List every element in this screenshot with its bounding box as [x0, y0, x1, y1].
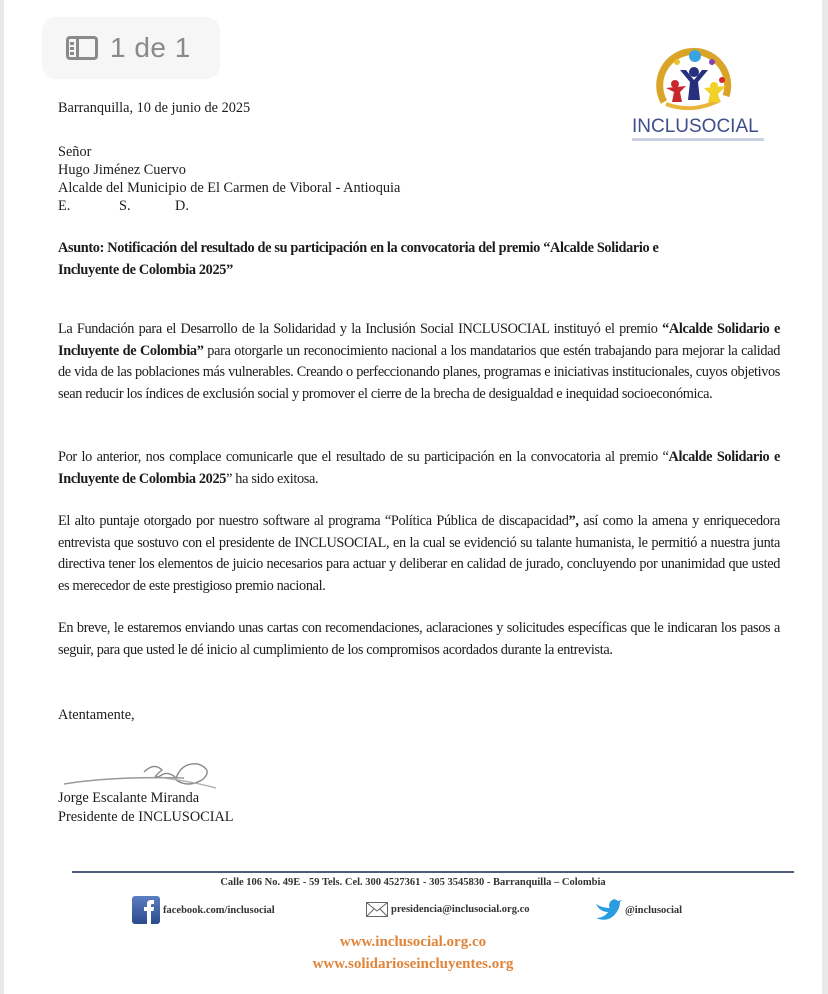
paragraph-1-rest: para otorgarle un reconocimiento nacional a los mandatarios que estén trabajando para mejorar la calidad de vida de las poblaciones más vulnerables. Creando o perfeccionando planes, programas e iniciativas institucionales, cuyos objetivos sean reducir los índices de exclusión social y promover el cierre de la brecha de desigualdad e inequidad socioeconómica.	[58, 342, 780, 402]
website-solidarios[interactable]: www.solidarioseincluyentes.org	[312, 956, 514, 972]
footer-divider	[72, 871, 794, 873]
paragraph-3	[58, 511, 780, 597]
twitter-handle[interactable]: @inclusocial	[625, 904, 683, 916]
paragraph-3-lead: El alto puntaje otorgado por nuestro software al programa “Política Pública de discapacidad	[58, 513, 569, 529]
subject-line	[58, 238, 780, 281]
footer-twitter[interactable]	[594, 898, 682, 922]
footer-email[interactable]	[366, 902, 529, 917]
inclusocial-logo	[622, 40, 772, 148]
recipient-name: Hugo Jiménez Cuervo	[58, 162, 186, 178]
sidebar-icon	[66, 36, 98, 60]
paragraph-4: En breve, le estaremos enviando unas cartas con recomendaciones, aclaraciones y solicitudes específicas que le indicaran los pasos a seguir, para que usted le dé inicio al cumplimiento de los compromisos acordados durante la entrevista.	[58, 620, 780, 658]
paragraph-3-bold: ”,	[568, 513, 579, 529]
recipient-esd	[58, 197, 189, 215]
closing: Atentamente,	[58, 707, 135, 723]
paragraph-1-award-name: “Alcalde Solidario e Incluyente de Colombia”	[58, 321, 780, 359]
logo-emblem-icon	[622, 40, 772, 118]
subject-line-2: Incluyente de Colombia 2025”	[58, 261, 233, 278]
esd-e: E.	[58, 198, 71, 214]
email-link[interactable]: presidencia@inclusocial.org.co	[391, 904, 530, 915]
recipient-salutation: Señor	[58, 144, 92, 160]
logo-tagline	[632, 138, 764, 141]
signer-name: Jorge Escalante Miranda	[58, 790, 200, 806]
esd-s: S.	[119, 198, 131, 214]
paragraph-1-lead: La Fundación para el Desarrollo de la Solidaridad y la Inclusión Social INCLUSOCIAL instituyó el premio	[58, 321, 658, 337]
signer-title: Presidente de INCLUSOCIAL	[58, 809, 234, 825]
envelope-icon	[366, 902, 388, 917]
paragraph-2-award-name: Alcalde Solidario e Incluyente de Colombia 2025	[58, 449, 780, 487]
document-page	[4, 0, 822, 994]
logo-name: INCLUSOCIAL	[632, 116, 759, 137]
page-counter-label: 1 de 1	[110, 32, 191, 63]
paragraph-3-rest: así como la amena y enriquecedora entrevista que sostuvo con el presidente de INCLUSOCIAL, en la cual se evidenció su talante humanista, le permitió a nuestra junta directiva tener los elementos de juicio necesarios para actuar y deliberar en calidad de jurado, concluyendo por unanimidad que usted es merecedor de este prestigioso premio nacional.	[58, 513, 780, 594]
footer-facebook[interactable]	[132, 896, 275, 924]
page-counter-badge[interactable]	[42, 17, 220, 79]
paragraph-1	[58, 319, 780, 405]
paragraph-2-lead: Por lo anterior, nos complace comunicarle que el resultado de su participación en la convocatoria al premio “	[58, 449, 669, 465]
subject-line-1: Asunto: Notificación del resultado de su participación en la convocatoria del premio “Alcalde Solidario e	[58, 240, 659, 256]
place-date: Barranquilla, 10 de junio de 2025	[58, 100, 251, 116]
esd-d: D.	[175, 198, 189, 214]
facebook-icon	[132, 896, 160, 924]
paragraph-2-rest: ” ha sido exitosa.	[226, 470, 319, 487]
recipient-title: Alcalde del Municipio de El Carmen de Viboral - Antioquia	[58, 180, 401, 196]
facebook-link[interactable]: facebook.com/inclusocial	[163, 904, 275, 916]
paragraph-2	[58, 447, 780, 490]
website-inclusocial[interactable]: www.inclusocial.org.co	[339, 934, 487, 950]
twitter-bird-icon	[594, 898, 622, 922]
footer-address: Calle 106 No. 49E - 59 Tels. Cel. 300 4527361 - 305 3545830 - Barranquilla – Colombia	[220, 877, 606, 888]
